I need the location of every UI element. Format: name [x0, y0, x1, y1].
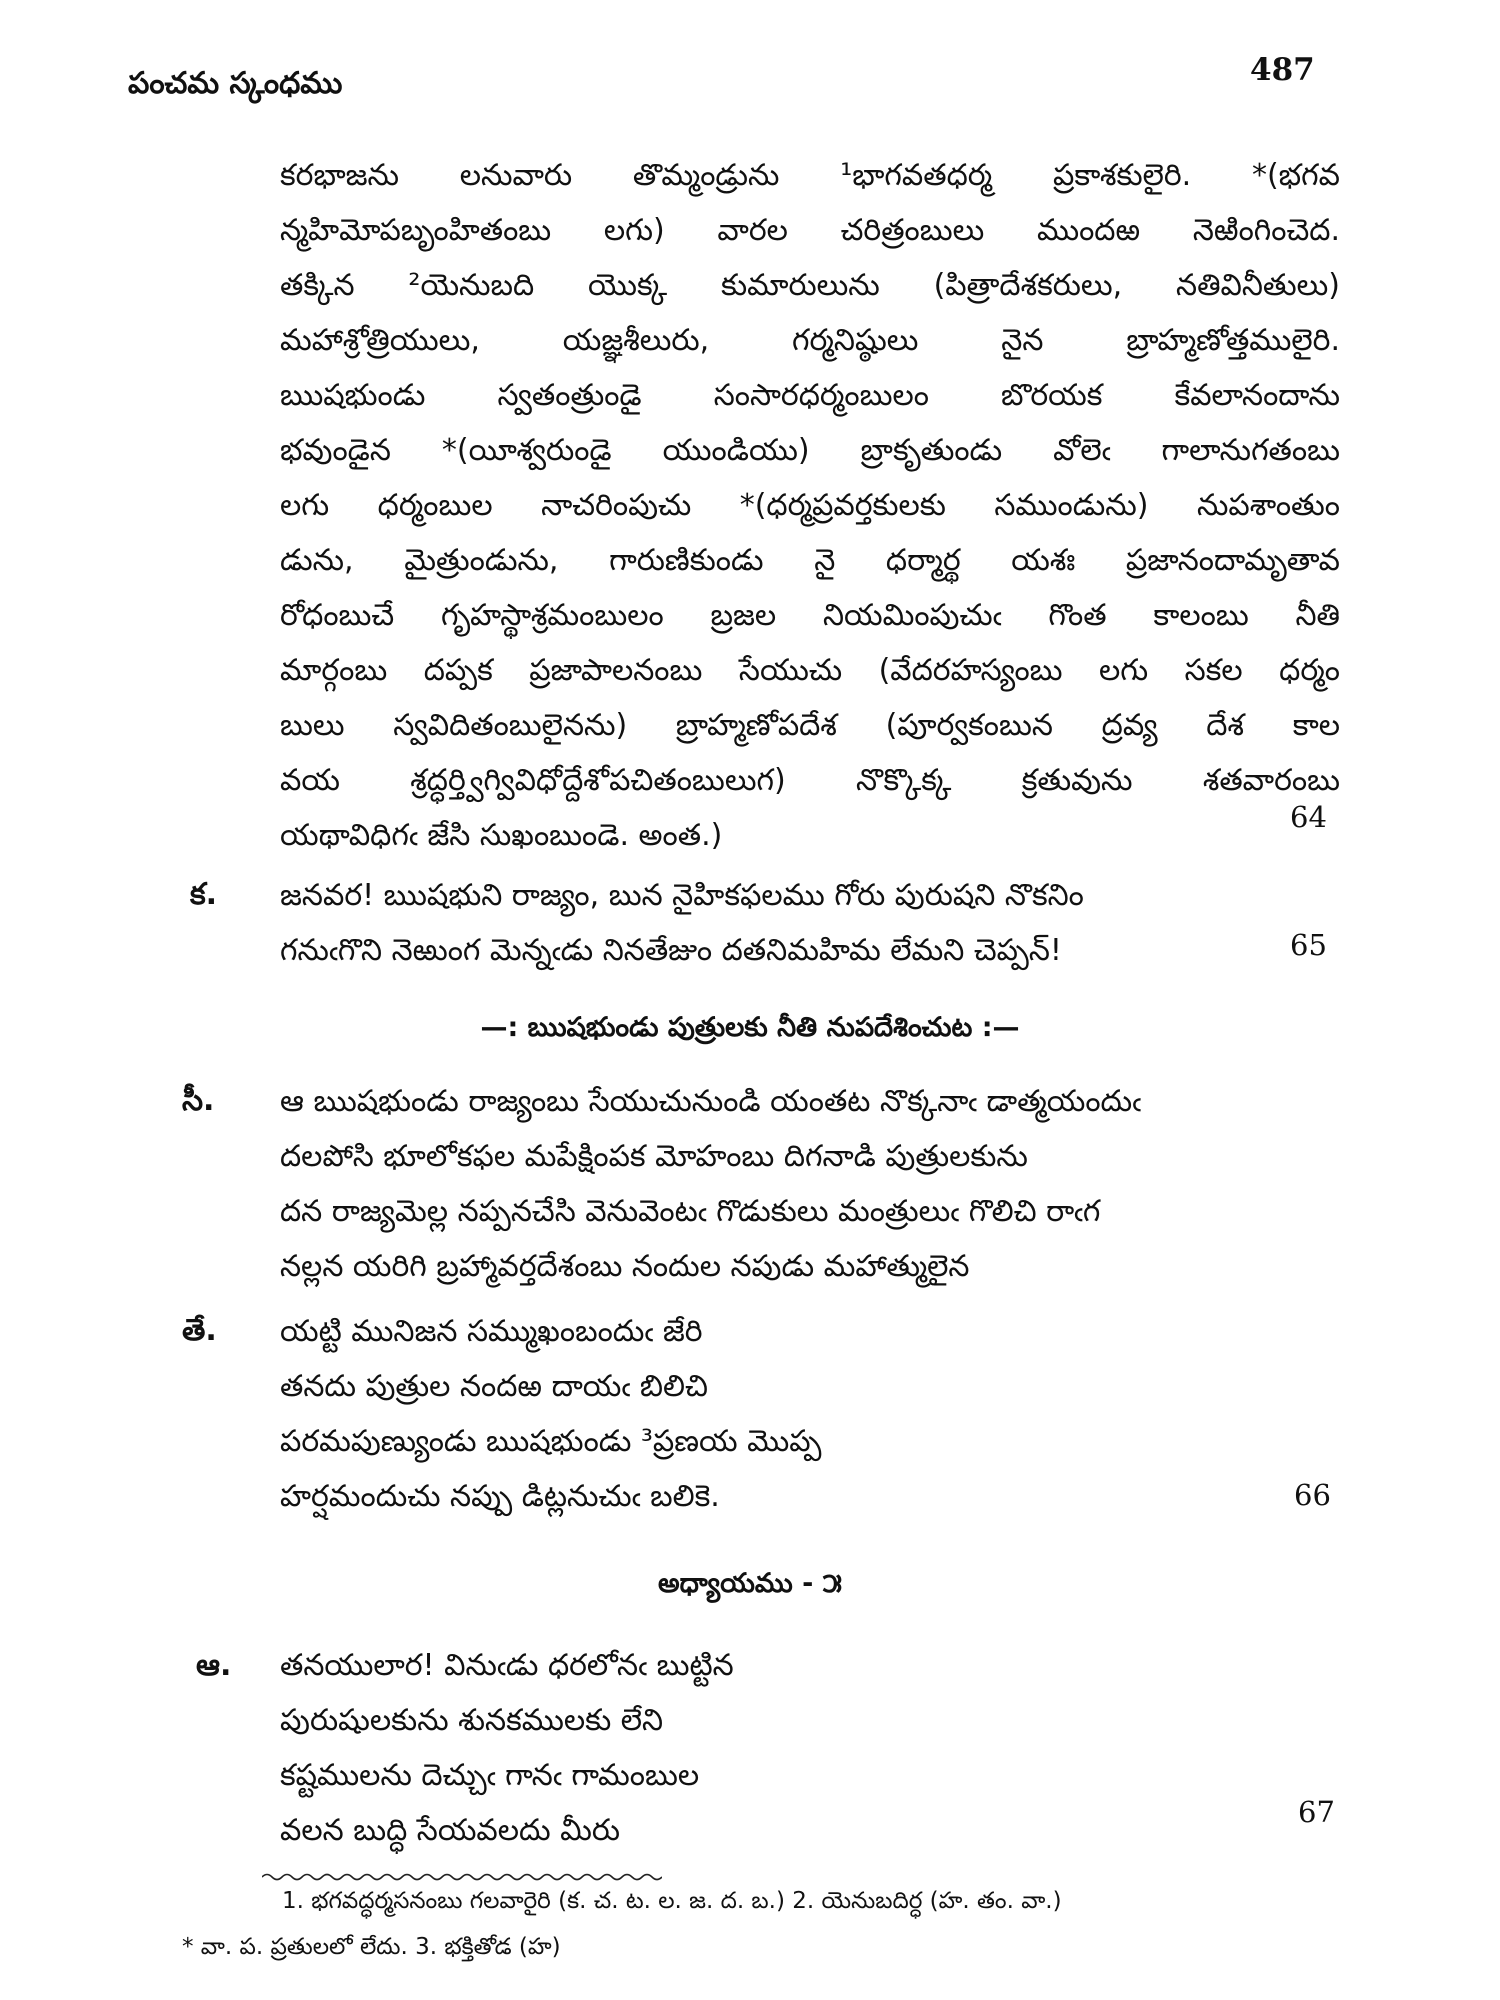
- prose-line: వయ శ్రద్ధర్త్విగ్వివిధోద్దేశోపచితంబులుగ) నొక్కొక్క క్రతువును శతవారంబు: [280, 763, 1340, 798]
- prose-line: తక్కిన ²యెనుబది యొక్క కుమారులును (పిత్రాదేశకరులు, నతివినీతులు): [280, 268, 1340, 303]
- verse-line: తనయులార! వినుఁడు ధరలోనఁ బుట్టిన: [280, 1648, 734, 1683]
- verse-66-teta: [280, 1304, 1340, 1524]
- verse-number-66: 66: [1294, 1478, 1331, 1512]
- verse-line: కష్టములను దెచ్చుఁ గానఁ గామంబుల: [280, 1758, 700, 1793]
- chapter-heading: అధ్యాయము - ౫: [658, 1568, 842, 1599]
- verse-meter-marker: ఆ.: [196, 1648, 232, 1683]
- prose-line: మహాశ్రోత్రియులు, యజ్ఞశీలురు, గర్మనిష్ఠులు నైన బ్రాహ్మణోత్తములైరి.: [280, 323, 1340, 358]
- verse-66-sisa: [280, 1074, 1340, 1294]
- verse-line: నల్లన యరిగి బ్రహ్మావర్తదేశంబు నందుల నపుడు మహాత్ములైన: [280, 1249, 970, 1284]
- verse-meter-marker: తే.: [182, 1313, 217, 1348]
- verse-line: యట్టి మునిజన సమ్ముఖంబందుఁ జేరి: [280, 1314, 703, 1349]
- prose-line: బులు స్వవిదితంబులైనను) బ్రాహ్మణోపదేశ (పూర్వకంబున ద్రవ్య దేశ కాల: [280, 708, 1340, 743]
- verse-meter-marker: సీ.: [182, 1083, 215, 1118]
- verse-line: గనుఁగొని నెఱుంగ మెన్నఁడు నినతేజుం దతనిమహిమ లేమని చెప్పన్!: [280, 933, 1062, 968]
- verse-line: దలపోసి భూలోకఫల మపేక్షింపక మోహంబు దిగనాడి పుత్రులకును: [280, 1139, 1028, 1174]
- verse-line: పురుషులకును శునకములకు లేని: [280, 1703, 664, 1738]
- verse-number-64: 64: [1290, 800, 1327, 834]
- verse-line: తనదు పుత్రుల నందఱ దాయఁ బిలిచి: [280, 1369, 708, 1404]
- prose-line: డును, మైత్రుండును, గారుణికుండు నై ధర్మార్థ యశః ప్రజానందామృతావ: [280, 543, 1340, 578]
- prose-line: భవుండైన *(యీశ్వరుండై యుండియు) బ్రాకృతుండు వోలెఁ గాలానుగతంబు: [280, 433, 1340, 468]
- prose-line: కరభాజను లనువారు తొమ్మండ్రును ¹భాగవతధర్మ ప్రకాశకులైరి. *(భగవ: [280, 158, 1340, 193]
- verse-67: [280, 1638, 1340, 1858]
- prose-line: న్మహిమోపబృంహితంబు లగు) వారల చరిత్రంబులు ముందఱ నెఱింగించెద.: [280, 213, 1340, 248]
- verse-number-65: 65: [1290, 928, 1327, 962]
- verse-meter-marker: క.: [190, 877, 218, 912]
- running-header-title: పంచమ స్కంధము: [128, 66, 343, 101]
- page-number: 487: [1250, 52, 1315, 88]
- verse-number-67: 67: [1298, 1795, 1335, 1829]
- verse-line: ఆ ఋషభుండు రాజ్యంబు సేయుచునుండి యంతట నొక్కనాఁ డాత్మయందుఁ: [280, 1084, 1142, 1119]
- prose-line: యథావిధిగఁ జేసి సుఖంబుండె. అంత.): [280, 818, 723, 853]
- verse-line: దన రాజ్యమెల్ల నప్పనచేసి వెనువెంటఁ గొడుకులు మంత్రులుఁ గొలిచి రాఁగ: [280, 1194, 1101, 1229]
- footnote-line: * వా. ప. ప్రతులలో లేదు. 3. భక్తితోడ (హ): [182, 1934, 561, 1960]
- section-heading: —: ఋషభుండు పుత్రులకు నీతి నుపదేశించుట :—: [480, 1012, 1020, 1043]
- verse-line: పరమపుణ్యుండు ఋషభుండు ³ప్రణయ మొప్ప: [280, 1424, 822, 1459]
- footnote-line: 1. భగవద్ధర్మసనంబు గలవారైరి (క. చ. ట. ల. జ. ద. బ.) 2. యెనుబదిర్ధ (హ. తం. వా.): [282, 1888, 1062, 1914]
- prose-line: ఋషభుండు స్వతంత్రుండై సంసారధర్మంబులం బొరయక కేవలానందాను: [280, 378, 1340, 413]
- footnote-separator: [262, 1872, 662, 1882]
- verse-line: హర్షమందుచు నప్పు డిట్లనుచుఁ బలికె.: [280, 1479, 720, 1514]
- prose-line: మార్గంబు దప్పక ప్రజాపాలనంబు సేయుచు (వేదరహస్యంబు లగు సకల ధర్మం: [280, 653, 1340, 688]
- verse-line: జనవర! ఋషభుని రాజ్యం, బున నైహికఫలము గోరు పురుషని నొకనిం: [280, 878, 1084, 913]
- prose-line: లగు ధర్మంబుల నాచరింపుచు *(ధర్మప్రవర్తకులకు సముండును) నుపశాంతుం: [280, 488, 1340, 523]
- prose-paragraph: [280, 148, 1340, 863]
- verse-65: [280, 868, 1340, 978]
- verse-line: వలన బుద్ధి సేయవలదు మీరు: [280, 1813, 621, 1848]
- prose-line: రోధంబుచే గృహస్థాశ్రమంబులం బ్రజల నియమింపుచుఁ గొంత కాలంబు నీతి: [280, 598, 1340, 633]
